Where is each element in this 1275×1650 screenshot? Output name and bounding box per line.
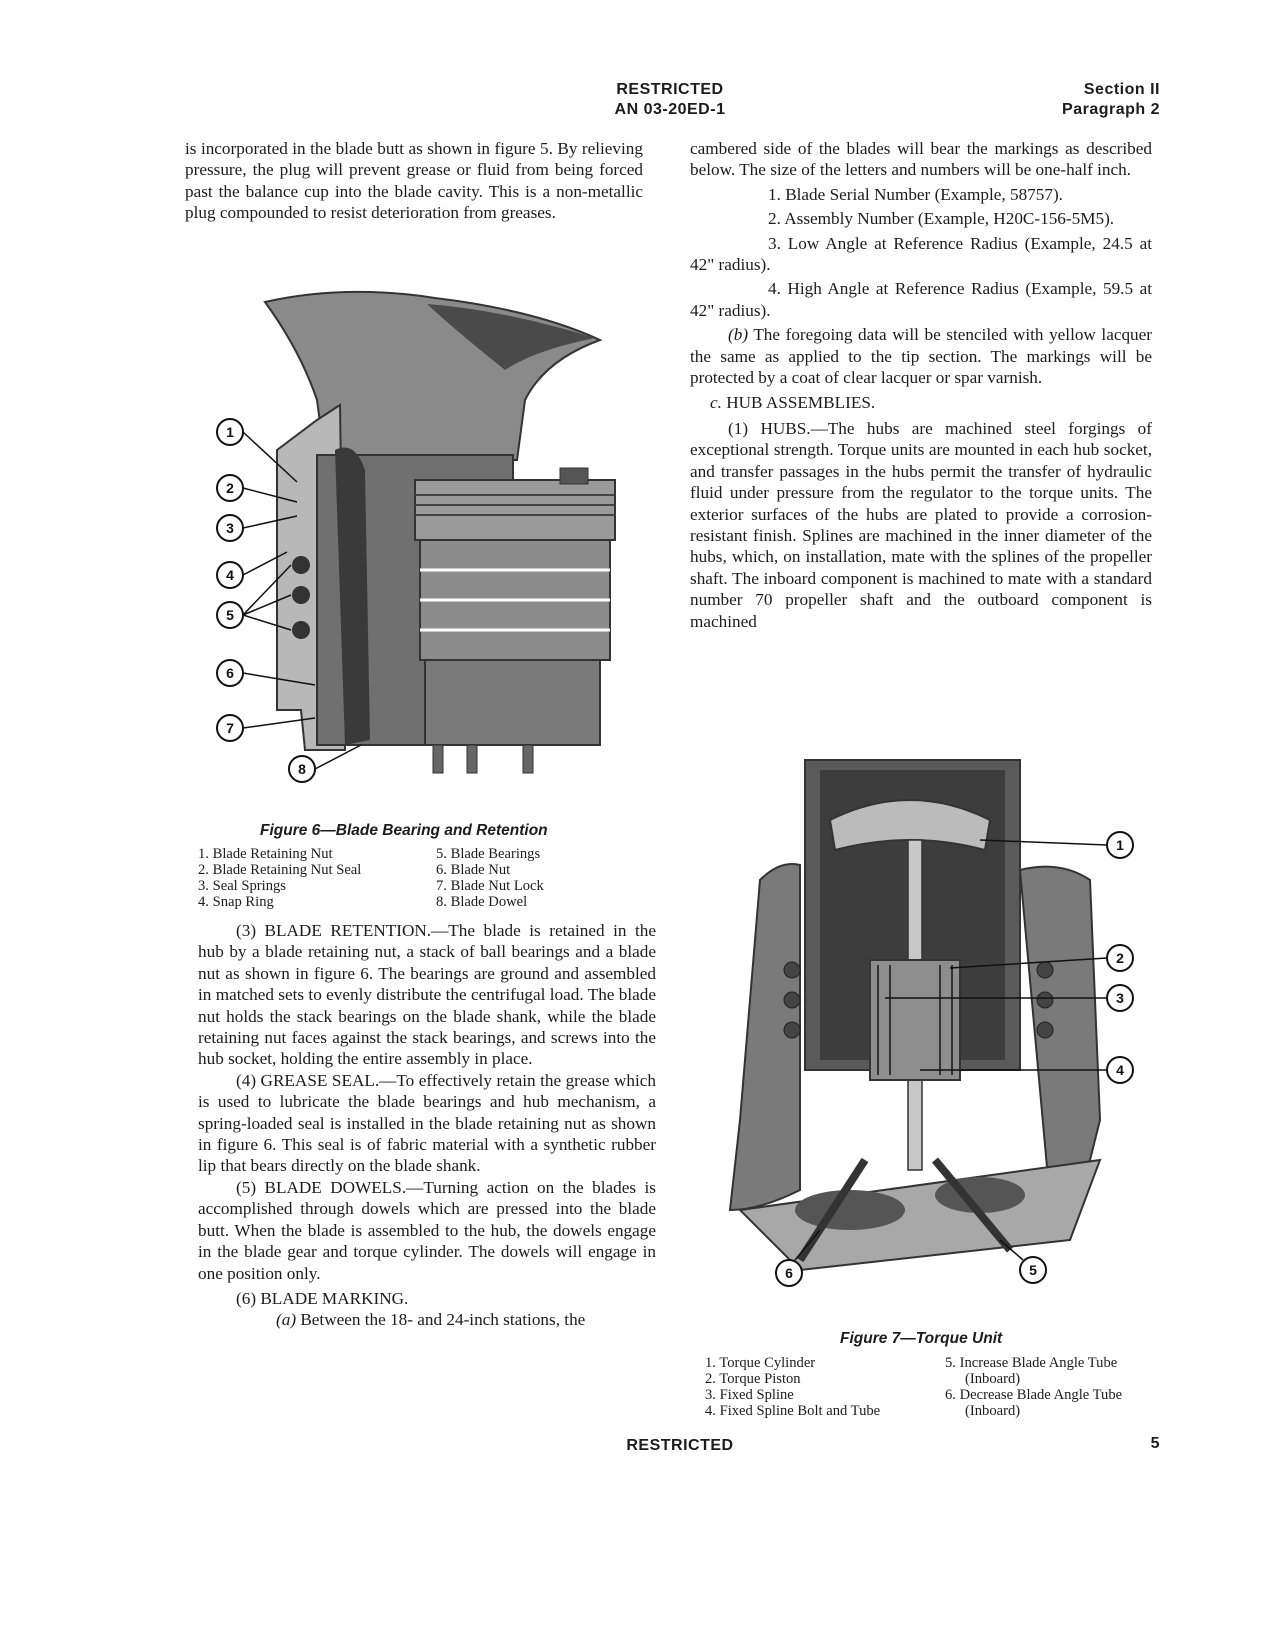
fixed-spline bbox=[870, 960, 960, 1080]
fig6-callout-4: 4 bbox=[226, 567, 234, 583]
fig6-legend-item: 1. Blade Retaining Nut bbox=[198, 846, 333, 862]
fig6-callout-3: 3 bbox=[226, 520, 234, 536]
figure-6-illustration bbox=[205, 290, 625, 790]
fig7-legend-item: (Inboard) bbox=[965, 1403, 1021, 1419]
fig7-legend-item: 6. Decrease Blade Angle Tube bbox=[945, 1387, 1123, 1403]
marking-item-2: 2. Assembly Number (Example, H20C-156-5M5). bbox=[768, 209, 1115, 229]
fig6-legend-item: 8. Blade Dowel bbox=[436, 894, 528, 910]
blade-dowel-left bbox=[433, 745, 443, 773]
header-restricted: RESTRICTED bbox=[616, 81, 724, 98]
marking-b-paragraph bbox=[690, 324, 1152, 388]
fig7-callout-3: 3 bbox=[1116, 990, 1124, 1006]
left-lower-block bbox=[198, 920, 656, 1331]
fig7-legend-item: (Inboard) bbox=[965, 1371, 1021, 1387]
footer-restricted: RESTRICTED bbox=[626, 1437, 734, 1454]
figure-7-legend-right bbox=[945, 1355, 1122, 1419]
blade-marking-heading: (6) BLADE MARKING. bbox=[236, 1288, 409, 1308]
fig6-legend-item: 7. Blade Nut Lock bbox=[436, 878, 544, 894]
figure-7-illustration bbox=[720, 740, 1140, 1300]
blade-dowel-mid bbox=[467, 745, 477, 773]
figure-6-title: Figure 6—Blade Bearing and Retention bbox=[260, 822, 548, 839]
fig6-callout-1: 1 bbox=[226, 424, 234, 440]
left-intro-text: is incorporated in the blade butt as shown in figure 5. By relieving pressure, the plug will prevent grease or fluid from being forced past the balance cup into the blade cavity. This is a non-metallic plug compounded to resist deterioration from greases. bbox=[185, 139, 643, 223]
para-c-label: c. bbox=[710, 393, 722, 413]
blade-dowel-right bbox=[523, 745, 533, 773]
right-text-block bbox=[690, 138, 1152, 632]
fig7-callout-4: 4 bbox=[1116, 1062, 1124, 1078]
para-a-text: Between the 18- and 24-inch stations, the bbox=[300, 1310, 586, 1330]
fig7-legend-item: 5. Increase Blade Angle Tube bbox=[945, 1355, 1118, 1371]
fig6-callout-6: 6 bbox=[226, 665, 234, 681]
marking-item-3: 3. Low Angle at Reference Radius (Example, 24.5 at 42" radius). bbox=[690, 233, 1152, 275]
para-c-text: HUB ASSEMBLIES. bbox=[726, 393, 876, 413]
header-document-number: AN 03-20ED-1 bbox=[614, 101, 726, 118]
hub-assemblies-heading bbox=[690, 392, 1152, 413]
fig6-callout-5: 5 bbox=[226, 607, 234, 623]
para-b-text: The foregoing data will be stenciled with yellow lacquer the same as applied to the tip section. The markings will be protected by a coat of clear lacquer or spar varnish. bbox=[690, 325, 1152, 388]
grease-seal-paragraph: (4) GREASE SEAL.—To effectively retain the grease which is used to lubricate the blade bearings and hub mechanism, a spring-loaded seal is installed in the blade retaining nut as shown in figure 6. This seal is of fabric material with a synthetic rubber lip that bears directly on the blade shank. bbox=[198, 1070, 656, 1176]
figure-7-title: Figure 7—Torque Unit bbox=[840, 1330, 1003, 1347]
header-paragraph: Paragraph 2 bbox=[1062, 101, 1160, 118]
fig6-legend-item: 2. Blade Retaining Nut Seal bbox=[198, 862, 362, 878]
blade-retaining-nut bbox=[415, 480, 615, 540]
fig6-callout-7: 7 bbox=[226, 720, 234, 736]
fig7-legend-item: 4. Fixed Spline Bolt and Tube bbox=[705, 1403, 881, 1419]
marking-item-4: 4. High Angle at Reference Radius (Example, 59.5 at 42" radius). bbox=[690, 279, 1152, 320]
fig7-callout-2: 2 bbox=[1116, 950, 1124, 966]
fig7-legend-item: 2. Torque Piston bbox=[705, 1371, 801, 1387]
blade-retention-paragraph: (3) BLADE RETENTION.—The blade is retained in the hub by a blade retaining nut, a stack of ball bearings and a blade nut as shown in figure 6. The bearings are ground and assembled in matched sets to evenly distribute the centrifugal load. The blade nut holds the stack bearings on the blade shank, while the blade retaining nut faces against the stack bearings, and screws into the hub socket, holding the entire assembly in place. bbox=[198, 921, 656, 1069]
right-intro-text: cambered side of the blades will bear the markings as described below. The size of the letters and numbers will be one-half inch. bbox=[690, 139, 1152, 180]
fig6-legend-item: 4. Snap Ring bbox=[198, 894, 274, 910]
marking-item-1: 1. Blade Serial Number (Example, 58757). bbox=[768, 184, 1063, 204]
figure-6-legend-right bbox=[436, 846, 544, 910]
para-b-label: (b) bbox=[728, 325, 749, 345]
figure-7-legend-left bbox=[705, 1355, 880, 1419]
header-center bbox=[600, 80, 740, 120]
fig6-legend-item: 6. Blade Nut bbox=[436, 862, 511, 878]
figure-6-legend-left bbox=[198, 846, 361, 910]
fig6-callout-8: 8 bbox=[298, 761, 306, 777]
hubs-paragraph: (1) HUBS.—The hubs are machined steel forgings of exceptional strength. Torque units are mounted in each hub socket, and transfer passages in the hubs permit the transfer of hydraulic fluid under pressure from the regulator to the torque units. The exterior surfaces of the hubs are plated to provide a corrosion-resistant finish. Splines are machined in the inner diameter of the hubs, which, on installation, mate with the splines of the propeller shaft. The inboard component is machined to mate with a standard number 70 propeller shaft and the outboard component is machined bbox=[690, 418, 1152, 631]
fig6-legend-item: 3. Seal Springs bbox=[198, 878, 286, 894]
header-right bbox=[1000, 80, 1160, 120]
fig7-callout-6: 6 bbox=[785, 1265, 793, 1281]
blade-marking-a-paragraph bbox=[198, 1309, 656, 1330]
page-number: 5 bbox=[1150, 1435, 1160, 1452]
fig7-legend-item: 3. Fixed Spline bbox=[705, 1387, 794, 1403]
para-a-label: (a) bbox=[276, 1310, 297, 1330]
blade-dowels-paragraph: (5) BLADE DOWELS.—Turning action on the blades is accomplished through dowels which are pressed into the blade butt. When the blade is assembled to the hub, the dowels engage in the blade gear and torque cylinder. The dowels will engage in one position only. bbox=[198, 1177, 656, 1283]
fig6-callout-2: 2 bbox=[226, 480, 234, 496]
header-section: Section II bbox=[1083, 81, 1160, 98]
left-intro-block bbox=[185, 138, 643, 224]
fig7-callout-5: 5 bbox=[1029, 1262, 1037, 1278]
fig6-legend-item: 5. Blade Bearings bbox=[436, 846, 541, 862]
fig7-legend-item: 1. Torque Cylinder bbox=[705, 1355, 816, 1371]
fig7-callout-1: 1 bbox=[1116, 837, 1124, 853]
blade-nut bbox=[425, 660, 600, 745]
